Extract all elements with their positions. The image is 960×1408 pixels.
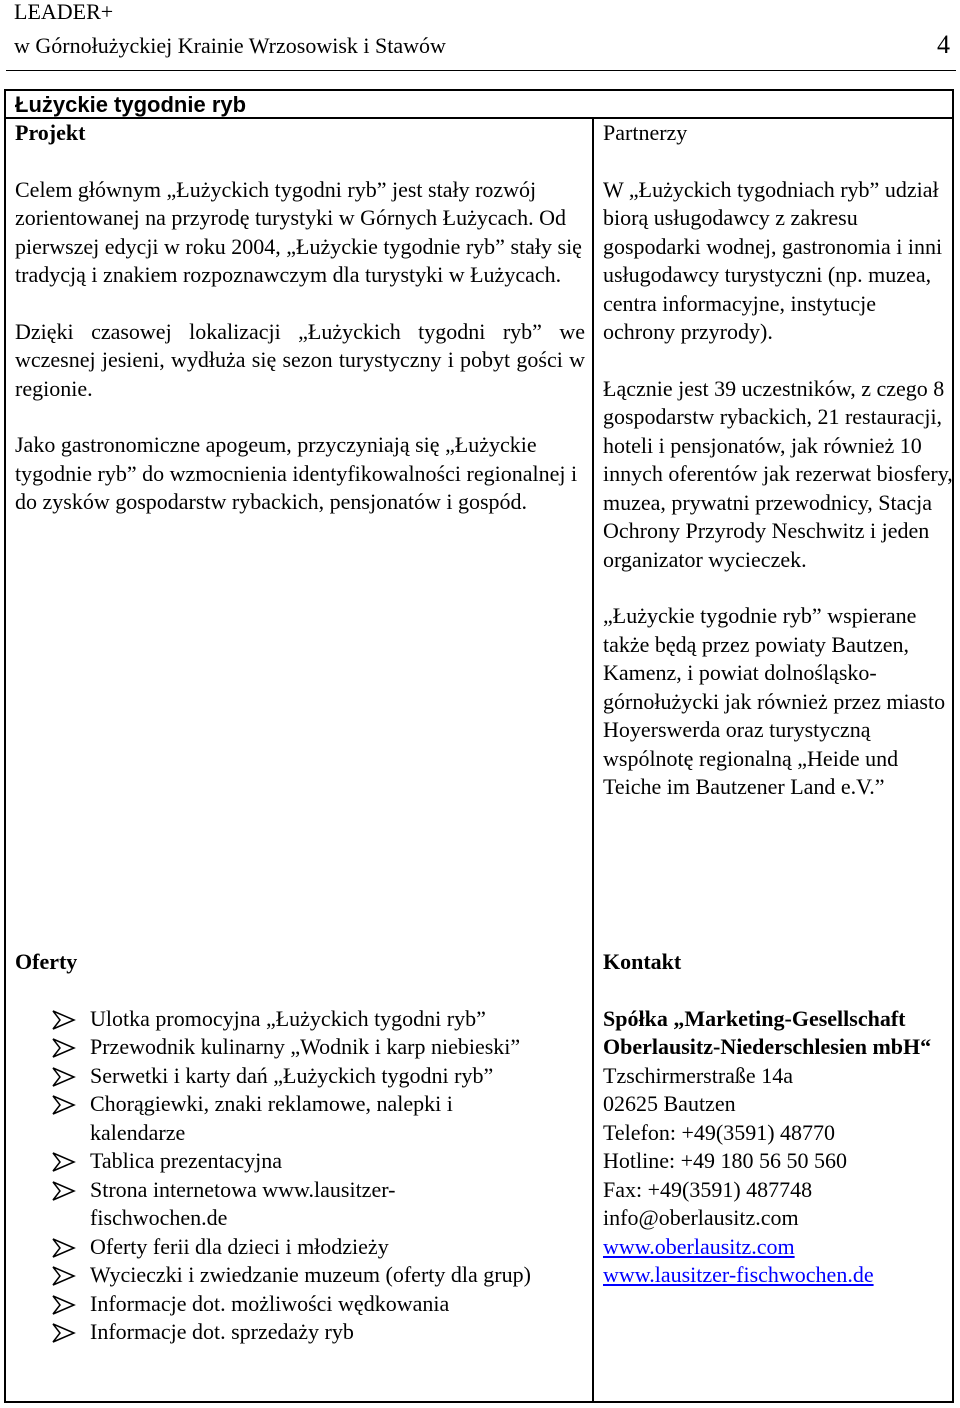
arrow-bullet-icon xyxy=(52,1152,76,1172)
project-paragraph-1: Celem głównym „Łużyckich tygodni ryb” jest stały rozwój zorientowanej na przyrodę turystyki w Górnych Łużycach. Od pierwszej edycji w roku 2004, „Łużyckie tygodnie ryb” stały się tradycją i znakiem rozpoznawczym dla turystyki w Łużycach. xyxy=(15,176,582,287)
header-rule xyxy=(6,70,956,71)
arrow-bullet-icon xyxy=(52,1067,76,1087)
contact-email: info@oberlausitz.com xyxy=(603,1205,799,1230)
offer-item: Strona internetowa www.lausitzer-fischwochen.de xyxy=(15,1176,465,1233)
project-paragraph-2: Dzięki czasowej lokalizacji „Łużyckich tygodni ryb” we wczesnej jesieni, wydłuża się sezon turystyczny i pobyt gości w regionie. xyxy=(15,318,585,401)
partners-paragraph-2: Łącznie jest 39 uczestników, z czego 8 gospodarstw rybackich, 21 restauracji, hoteli i pensjonatów, jak również 10 innych oferentów jak rezerwat biosfery, muzea, prywatni przewodnicy, Stacja Ochrony Przyrody Neschwitz i jeden organizator wycieczek. xyxy=(603,375,953,572)
arrow-bullet-icon xyxy=(52,1295,76,1315)
page-number: 4 xyxy=(937,30,950,59)
arrow-bullet-icon xyxy=(52,1095,76,1115)
partners-paragraph-1: W „Łużyckich tygodniach ryb” udział biorą usługodawcy z zakresu gospodarki wodnej, gastronomia i inni usługodawcy turystyczni (np. muzea, centra informacyjne, instytucje ochrony przyrody). xyxy=(603,176,943,344)
section-title: Łużyckie tygodnie ryb xyxy=(15,92,247,117)
offers-list xyxy=(15,1005,585,1347)
offers-heading: Oferty xyxy=(15,949,78,974)
arrow-bullet-icon xyxy=(52,1038,76,1058)
offers-section xyxy=(15,948,585,1347)
header-subtitle: w Górnołużyckiej Krainie Wrzosowisk i Stawów xyxy=(14,33,446,58)
project-section xyxy=(15,119,585,517)
contact-section xyxy=(603,948,953,1290)
link-lausitzer-fischwochen[interactable]: www.lausitzer-fischwochen.de xyxy=(603,1262,874,1287)
offer-item: Przewodnik kulinarny „Wodnik i karp niebieski” xyxy=(15,1033,585,1062)
offer-item: Informacje dot. sprzedaży ryb xyxy=(15,1318,585,1347)
offer-item: Ulotka promocyjna „Łużyckich tygodni ryb” xyxy=(15,1005,585,1034)
contact-street: Tzschirmerstraße 14a xyxy=(603,1062,793,1088)
offer-item: Oferty ferii dla dzieci i młodzieży xyxy=(15,1233,585,1262)
contact-company: Spółka „Marketing-Gesellschaft Oberlausitz-Niederschlesien mbH“ xyxy=(603,1005,932,1059)
contact-fax: Fax: +49(3591) 487748 xyxy=(603,1176,813,1202)
offer-item: Serwetki i karty dań „Łużyckich tygodni ryb” xyxy=(15,1062,585,1091)
offer-item: Informacje dot. możliwości wędkowania xyxy=(15,1290,585,1319)
offer-item: Wycieczki i zwiedzanie muzeum (oferty dla grup) xyxy=(15,1261,550,1290)
contact-city: 02625 Bautzen xyxy=(603,1091,736,1116)
arrow-bullet-icon xyxy=(52,1238,76,1258)
column-divider xyxy=(592,117,594,1403)
partners-section xyxy=(603,119,953,802)
header-title: LEADER+ xyxy=(14,0,114,24)
offer-item: Chorągiewki, znaki reklamowe, nalepki i kalendarze xyxy=(15,1090,520,1147)
project-heading: Projekt xyxy=(15,120,86,145)
arrow-bullet-icon xyxy=(52,1181,76,1201)
contact-heading: Kontakt xyxy=(603,949,682,974)
arrow-bullet-icon xyxy=(52,1323,76,1343)
offer-item: Tablica prezentacyjna xyxy=(15,1147,585,1176)
contact-hotline: Hotline: +49 180 56 50 560 xyxy=(603,1148,848,1173)
partners-heading: Partnerzy xyxy=(603,120,688,145)
partners-paragraph-3: „Łużyckie tygodnie ryb” wspierane także będą przez powiaty Bautzen, Kamenz, i powiat dolnośląsko-górnołużycki jak również przez miasto Hoyerswerda oraz turystyczną wspólnotę regionalną „Heide und Teiche im Bautzener Land e.V.” xyxy=(603,603,946,799)
project-paragraph-3: Jako gastronomiczne apogeum, przyczyniają się „Łużyckie tygodnie ryb” do wzmocnienia identyfikowalności regionalnej i do zysków gospodarstw rybackich, pensjonatów i gospód. xyxy=(15,432,578,514)
contact-phone: Telefon: +49(3591) 48770 xyxy=(603,1119,836,1145)
arrow-bullet-icon xyxy=(52,1266,76,1286)
link-oberlausitz[interactable]: www.oberlausitz.com xyxy=(603,1233,795,1259)
arrow-bullet-icon xyxy=(52,1010,76,1030)
